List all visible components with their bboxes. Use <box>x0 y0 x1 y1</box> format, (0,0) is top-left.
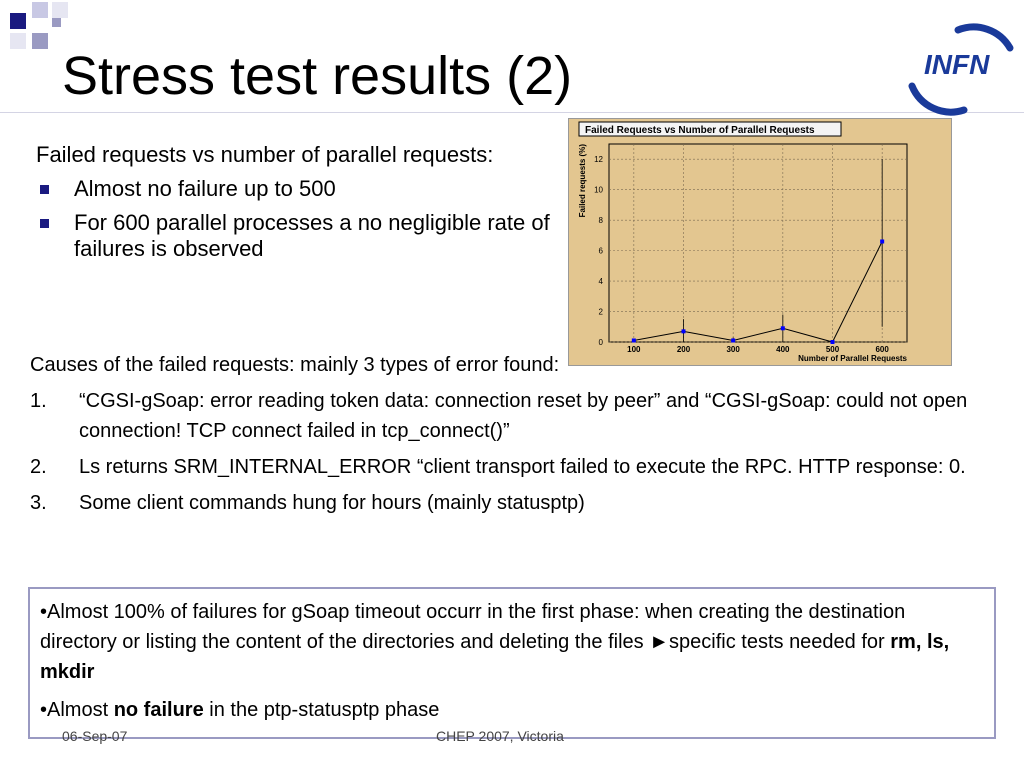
y-tick-label: 8 <box>598 216 603 226</box>
y-tick-label: 6 <box>598 246 603 256</box>
chart-title: Failed Requests vs Number of Parallel Requests <box>585 125 815 136</box>
cause-text: “CGSI-gSoap: error reading token data: connection reset by peer” and “CGSI-gSoap: could not open connection! TCP connect failed in tcp_connect()” <box>79 390 968 442</box>
data-point <box>632 338 636 342</box>
y-axis-label: Failed requests (%) <box>578 144 587 218</box>
x-axis-label: Number of Parallel Requests <box>798 354 907 363</box>
x-tick-label: 300 <box>726 345 740 354</box>
data-point <box>781 326 785 330</box>
decor-square-2 <box>32 2 48 18</box>
x-tick-label: 200 <box>676 345 691 354</box>
data-point <box>731 338 735 342</box>
y-tick-label: 2 <box>598 307 603 317</box>
logo-arc <box>958 27 1010 48</box>
note-line-2-text-b: in the ptp-statusptp phase <box>203 699 440 721</box>
cause-text: Some client commands hung for hours (mainly statusptp) <box>79 492 585 514</box>
bullet-text: For 600 parallel processes a no negligible rate of failures is observed <box>74 210 550 261</box>
data-point <box>831 340 835 344</box>
series-line <box>634 241 882 342</box>
y-tick-label: 10 <box>594 185 603 195</box>
causes-heading: Causes of the failed requests: mainly 3 types of error found: <box>30 354 560 376</box>
causes-block <box>30 350 990 518</box>
cause-number: 3. <box>30 492 47 514</box>
logo-text: INFN <box>924 49 990 80</box>
intro-lead: Failed requests vs number of parallel requests: <box>36 142 494 167</box>
cause-number: 2. <box>30 456 47 478</box>
decor-square-1 <box>10 13 26 29</box>
note-line-2 <box>40 695 984 725</box>
y-tick-label: 4 <box>598 277 603 287</box>
slide-title: Stress test results (2) <box>62 46 573 106</box>
footer-date: 06-Sep-07 <box>62 728 128 744</box>
failed-requests-chart <box>569 119 951 365</box>
footer-event: CHEP 2007, Victoria <box>436 728 564 744</box>
plot-frame <box>609 144 907 342</box>
logo-arc-lower <box>912 86 964 112</box>
intro-block <box>36 142 556 262</box>
chart-panel <box>568 118 952 366</box>
bullet-item <box>36 176 556 202</box>
x-tick-label: 500 <box>825 345 840 354</box>
x-tick-label: 100 <box>627 345 641 354</box>
bullet-text: Almost no failure up to 500 <box>74 176 336 201</box>
note-line-1-text: •Almost 100% of failures for gSoap timeout occurr in the first phase: when creating the destination directory or listing the content of the directories and deleting the files ►specific tests needed for <box>40 601 906 653</box>
x-tick-label: 400 <box>776 345 790 354</box>
note-line-2-text-a: •Almost <box>40 699 114 721</box>
bullet-item <box>36 210 556 262</box>
y-tick-label: 0 <box>598 338 603 347</box>
note-line-2-bold: no failure <box>113 699 204 721</box>
cause-text: Ls returns SRM_INTERNAL_ERROR “client transport failed to execute the RPC. HTTP response: 0. <box>79 456 966 478</box>
title-underline <box>0 112 1024 113</box>
y-tick-label: 12 <box>594 155 603 165</box>
x-tick-label: 600 <box>875 345 889 354</box>
data-point <box>880 239 884 243</box>
decor-square-3 <box>52 2 68 18</box>
note-line-1 <box>40 597 984 687</box>
cause-item <box>30 488 990 518</box>
square-bullet-icon <box>40 185 49 194</box>
cause-item <box>30 452 990 482</box>
decor-square-5 <box>32 33 48 49</box>
square-bullet-icon <box>40 219 49 228</box>
note-box <box>28 587 996 739</box>
note-line-1-bold: rm, ls, mkdir <box>40 631 950 683</box>
decor-square-4 <box>10 33 26 49</box>
decor-square-6 <box>52 18 61 27</box>
data-point <box>682 329 686 333</box>
cause-number: 1. <box>30 390 47 412</box>
infn-logo <box>900 8 1018 116</box>
cause-item <box>30 386 990 446</box>
